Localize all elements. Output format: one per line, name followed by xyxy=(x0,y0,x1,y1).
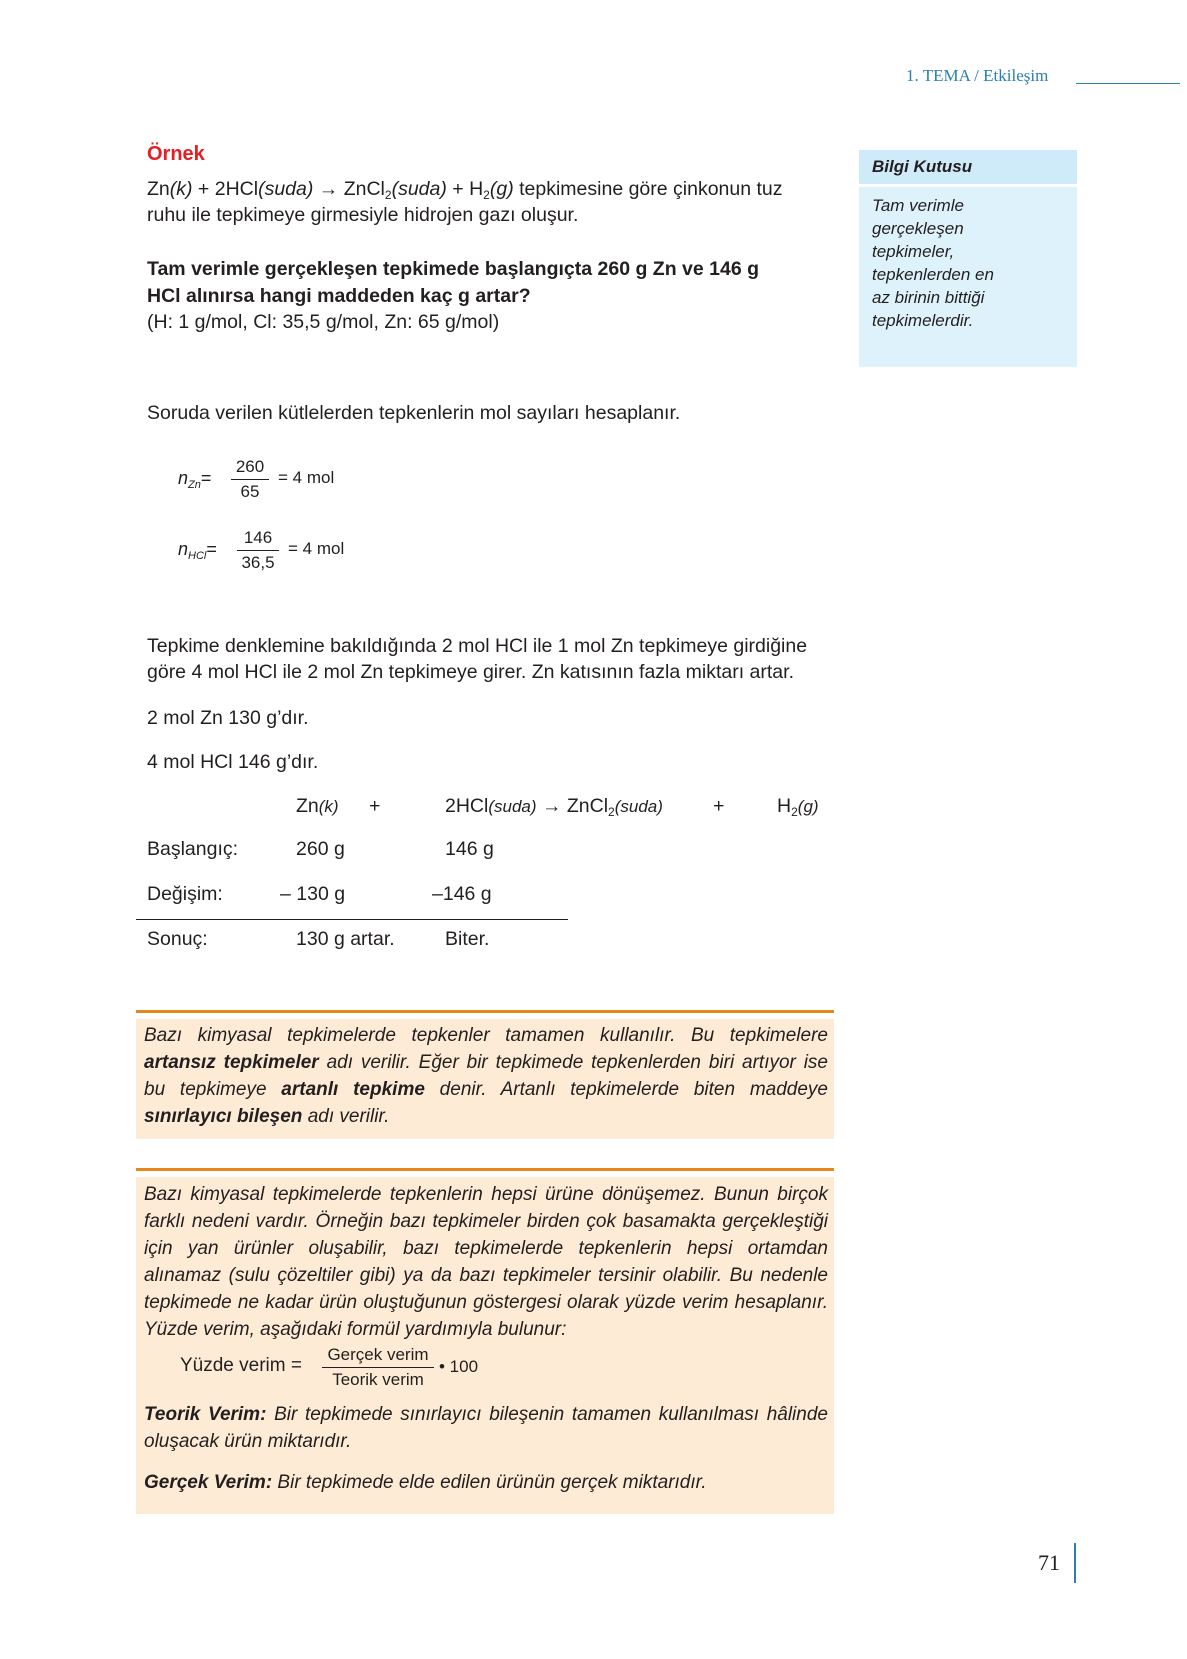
fact-hcl: 4 mol HCl 146 g’dır. xyxy=(147,751,319,773)
example-heading: Örnek xyxy=(147,143,205,165)
row-label-result: Sonuç: xyxy=(147,928,208,950)
yield-formula-multiplier: • 100 xyxy=(439,1357,479,1376)
header-rule xyxy=(1076,83,1180,84)
reaction-sentence-line2: ruhu ile tepkimeye girmesiyle hidrojen gazı oluşur. xyxy=(147,204,579,226)
definition-box-1-text: Bazı kimyasal tepkimelerde tepkenler tamamen kullanılır. Bu tepkimelere artansız tepkimeler adı verilir. Eğer bir tepkimede tepkenlerden biri artıyor ise bu tepkimeye artanlı tepkime denir. Artanlı tepkimelerde biten maddeye sınırlayıcı bileşen adı verilir. xyxy=(144,1025,829,1127)
mol-zn-fraction: $\frac{260}{65}$ xyxy=(231,455,269,504)
definition-box-1-rule xyxy=(136,1010,834,1013)
row-label-start: Başlangıç: xyxy=(147,838,239,860)
explanation-line1: Tepkime denklemine bakıldığında 2 mol HCl ile 1 mol Zn tepkimeye girdiğine xyxy=(147,635,808,657)
mol-hcl-result: = 4 mol xyxy=(288,539,345,558)
row-result-zn: 130 g artar. xyxy=(296,928,395,950)
row-change-zn: – 130 g xyxy=(280,883,346,905)
table-hcl-header: 2HCl(suda) → ZnCl$_2$(suda) xyxy=(445,795,663,819)
page-number-rule xyxy=(1074,1543,1076,1583)
actual-yield-definition: Gerçek Verim: Bir tepkimede elde edilen ürünün gerçek miktarıdır. xyxy=(144,1472,707,1493)
table-h2-header: $H_2(g)$ xyxy=(777,795,819,819)
molar-masses: (H: 1 g/mol, Cl: 35,5 g/mol, Zn: 65 g/mol) xyxy=(147,311,500,333)
info-box-title: Bilgi Kutusu xyxy=(872,157,973,176)
solution-intro: Soruda verilen kütlelerden tepkenlerin mol sayıları hesaplanır. xyxy=(147,402,681,424)
row-start-hcl: 146 g xyxy=(445,838,494,860)
reaction-sentence-line1: Zn(k) + 2HCl(suda) → ZnCl$_2$(suda) + $H_2(g)$ tepkimesine göre çinkonun tuz xyxy=(147,178,783,202)
page-number: 71 xyxy=(1038,1550,1060,1575)
explanation-line2: göre 4 mol HCl ile 2 mol Zn tepkimeye girer. Zn katısının fazla miktarı artar. xyxy=(147,661,794,683)
definition-box-2 xyxy=(136,1177,834,1514)
mol-zn-result: = 4 mol xyxy=(278,468,335,487)
mol-hcl-label: $n_{HCl}=$ xyxy=(178,539,217,562)
question-line1: Tam verimle gerçekleşen tepkimede başlangıçta 260 g Zn ve 146 g xyxy=(147,258,760,280)
info-box xyxy=(859,150,1077,367)
question-line2: HCl alınırsa hangi maddeden kaç g artar? xyxy=(147,285,531,307)
table-plus1: + xyxy=(369,795,381,817)
table-plus2: + xyxy=(713,795,725,817)
theoretical-yield-definition: Teorik Verim: Bir tepkimede sınırlayıcı bileşenin tamamen kullanılması hâlinde oluşacak ürün miktarıdır. xyxy=(144,1404,828,1452)
info-box-header xyxy=(859,150,1077,187)
table-zn-header: Zn(k) xyxy=(296,795,339,817)
fact-zn: 2 mol Zn 130 g’dır. xyxy=(147,707,309,729)
mol-hcl-fraction: $\frac{146}{36,5}$ xyxy=(237,526,279,575)
row-start-zn: 260 g xyxy=(296,838,345,860)
chapter-header: 1. TEMA / Etkileşim xyxy=(906,66,1049,85)
yield-formula-fraction: Gerçek verim Teorik verim xyxy=(322,1343,434,1392)
table-rule xyxy=(136,919,568,920)
row-change-hcl: –146 g xyxy=(432,883,492,905)
row-label-change: Değişim: xyxy=(147,883,223,905)
yield-explanation: Bazı kimyasal tepkimelerde tepkenlerin hepsi ürüne dönüşemez. Bunun birçok farklı nedeni vardır. Örneğin bazı tepkimeler birden çok basamakta gerçekleştiği için yan ürünler oluşabilir, bazı tepkimelerde tepkenlerin hepsi ortamdan alınamaz (sulu çözeltiler gibi) ya da bazı tepkimeler tersinir olabilir. Bu nedenle tepkimede ne kadar ürün oluştuğunun göstergesi olarak yüzde verim hesaplanır. Yüzde verim, aşağıdaki formül yardımıyla bulunur: xyxy=(144,1184,828,1340)
mol-zn-label: $n_{Zn}=$ xyxy=(178,468,212,491)
definition-box-2-rule xyxy=(136,1168,834,1171)
definition-box-1 xyxy=(136,1019,834,1139)
info-box-body: Tam verimle gerçekleşen tepkimeler, tepkenlerden en az birinin bittiği tepkimelerdir. xyxy=(872,196,994,330)
yield-formula-label: Yüzde verim = xyxy=(180,1355,302,1376)
row-result-hcl: Biter. xyxy=(445,928,490,950)
